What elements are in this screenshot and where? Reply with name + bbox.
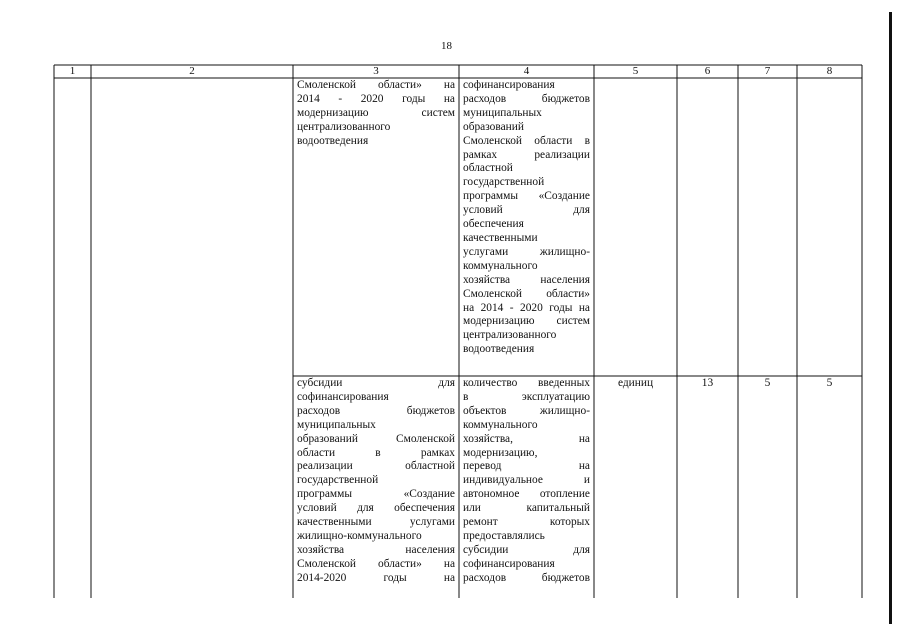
text-line: автономное отопление	[463, 488, 590, 501]
text-line: коммунального	[463, 259, 538, 272]
row1-col4-text	[463, 79, 590, 357]
text-line: субсидии для	[463, 543, 590, 556]
header-col-6: 6	[704, 65, 711, 77]
text-line: муниципальных	[297, 418, 376, 431]
text-line: модернизацию,	[463, 446, 538, 459]
text-line: модернизацию систем	[463, 315, 590, 328]
text-line: или капитальный	[463, 502, 590, 515]
row2-value-col8: 5	[826, 377, 833, 389]
header-col-4: 4	[523, 65, 530, 77]
row2-unit: единиц	[617, 377, 654, 389]
text-line: централизованного	[463, 329, 557, 342]
text-line: на 2014 - 2020 годы на	[463, 301, 590, 314]
text-line: программы «Создание	[463, 190, 590, 203]
header-col-5: 5	[632, 65, 639, 77]
header-col-3: 3	[373, 65, 379, 77]
text-line: государственной	[297, 474, 379, 487]
text-line: Смоленской области» на	[297, 557, 455, 570]
row2-col3-text	[297, 377, 455, 586]
header-col-7: 7	[764, 65, 771, 77]
text-line: ремонт которых	[463, 516, 590, 529]
text-line: предоставлялись	[463, 529, 545, 542]
text-line: водоотведения	[463, 343, 535, 356]
text-line: количество введенных	[463, 377, 590, 389]
text-line: условий для	[463, 204, 590, 217]
text-line: образований Смоленской	[297, 432, 455, 445]
text-line: объектов жилищно-	[463, 404, 590, 417]
text-line: условий для обеспечения	[297, 502, 455, 515]
text-line: Смоленской области в	[463, 134, 590, 147]
text-line: индивидуальное и	[463, 474, 590, 487]
text-line: коммунального	[463, 418, 538, 431]
text-line: софинансирования	[463, 79, 555, 91]
row1-col3-text	[297, 79, 455, 149]
text-line: 2014 - 2020 годы на	[297, 92, 455, 105]
text-line: расходов бюджетов	[463, 571, 590, 584]
text-line: областной	[463, 162, 513, 175]
text-line: реализации областной	[297, 460, 455, 473]
text-line: централизованного	[297, 120, 391, 133]
text-line: водоотведения	[297, 134, 369, 147]
text-line: обеспечения	[463, 218, 524, 231]
row2-value-col6: 13	[701, 377, 714, 389]
text-line: государственной	[463, 176, 545, 189]
header-col-8: 8	[826, 65, 833, 77]
text-line: в эксплуатацию	[463, 390, 590, 403]
text-line: субсидии для	[297, 377, 455, 389]
text-line: Смоленской области»	[463, 287, 590, 300]
row2-col4-text	[463, 377, 590, 586]
row2-value-col7: 5	[764, 377, 771, 389]
text-line: хозяйства населения	[463, 273, 590, 286]
text-line: Смоленской области» на	[297, 79, 455, 91]
text-line: качественными услугами	[297, 516, 455, 529]
text-line: муниципальных	[463, 106, 542, 119]
text-line: хозяйства населения	[297, 543, 455, 556]
text-line: расходов бюджетов	[297, 404, 455, 417]
text-line: жилищно-коммунального	[297, 529, 422, 542]
page-number: 18	[441, 40, 452, 52]
text-line: области в рамках	[297, 446, 455, 459]
text-line: качественными	[463, 231, 538, 244]
text-line: софинансирования	[463, 557, 555, 570]
text-line: образований	[463, 120, 524, 133]
text-line: софинансирования	[297, 390, 389, 403]
text-line: услугами жилищно-	[463, 245, 590, 258]
text-line: хозяйства, на	[463, 432, 590, 445]
header-col-1: 1	[69, 65, 76, 77]
text-line: программы «Создание	[297, 488, 455, 501]
header-col-2: 2	[189, 65, 195, 77]
text-line: 2014-2020 годы на	[297, 571, 455, 584]
text-line: расходов бюджетов	[463, 92, 590, 105]
text-line: перевод на	[463, 460, 590, 473]
text-line: модернизацию систем	[297, 106, 455, 119]
text-line: рамках реализации	[463, 148, 590, 161]
